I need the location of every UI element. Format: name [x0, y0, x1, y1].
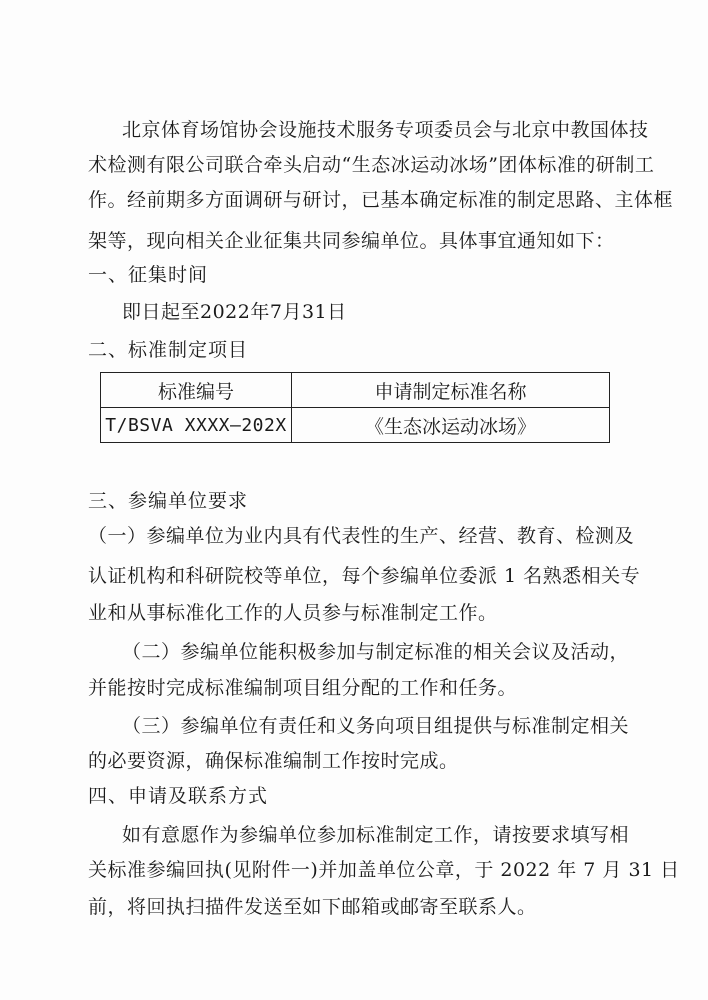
section-3-item-3-line-2: 的必要资源，确保标准编制工作按时完成。: [88, 750, 459, 772]
table-header-name: 申请制定标准名称: [292, 373, 610, 408]
section-4-line-3: 前，将回执扫描件发送至如下邮箱或邮寄至联系人。: [88, 896, 537, 918]
table-header-row: [101, 373, 610, 408]
section-4-line-2: 关标准参编回执(见附件一)并加盖单位公章，于 2022 年 7 月 31 日: [88, 859, 680, 881]
section-3-heading: 三、参编单位要求: [88, 490, 249, 512]
section-3-item-1-line-3: 业和从事标准化工作的人员参与标准制定工作。: [88, 602, 498, 624]
intro-line-1: 北京体育场馆协会设施技术服务专项委员会与北京中教国体技: [122, 119, 649, 141]
section-2-heading: 二、标准制定项目: [88, 339, 249, 361]
standard-name-cell: 《生态冰运动冰场》: [292, 408, 610, 443]
intro-line-4: 架等，现向相关企业征集共同参编单位。具体事宜通知如下：: [88, 230, 615, 252]
section-3-item-2-line-1: （二）参编单位能积极参加与制定标准的相关会议及活动，: [122, 641, 630, 663]
section-3-item-1-line-1: （一）参编单位为业内具有代表性的生产、经营、教育、检测及: [88, 525, 635, 547]
table-row: [101, 408, 610, 443]
section-3-item-2-line-2: 并能按时完成标准编制项目组分配的工作和任务。: [88, 677, 518, 699]
section-4-line-1: 如有意愿作为参编单位参加标准制定工作，请按要求填写相: [122, 824, 630, 846]
standard-table: [100, 372, 610, 443]
intro-line-2: 术检测有限公司联合牵头启动“生态冰运动冰场”团体标准的研制工: [88, 154, 655, 176]
section-3-item-1-line-2: 认证机构和科研院校等单位，每个参编单位委派 1 名熟悉相关专: [88, 565, 641, 587]
intro-line-3: 作。经前期多方面调研与研讨，已基本确定标准的制定思路、主体框: [88, 189, 674, 211]
section-4-heading: 四、申请及联系方式: [88, 785, 269, 807]
table-header-code: 标准编号: [101, 373, 292, 408]
section-1-content: 即日起至2022年7月31日: [122, 301, 347, 323]
section-1-heading: 一、征集时间: [88, 264, 209, 286]
section-3-item-3-line-1: （三）参编单位有责任和义务向项目组提供与标准制定相关: [122, 715, 630, 737]
standard-code-cell: T/BSVA XXXX—202X: [101, 408, 292, 443]
